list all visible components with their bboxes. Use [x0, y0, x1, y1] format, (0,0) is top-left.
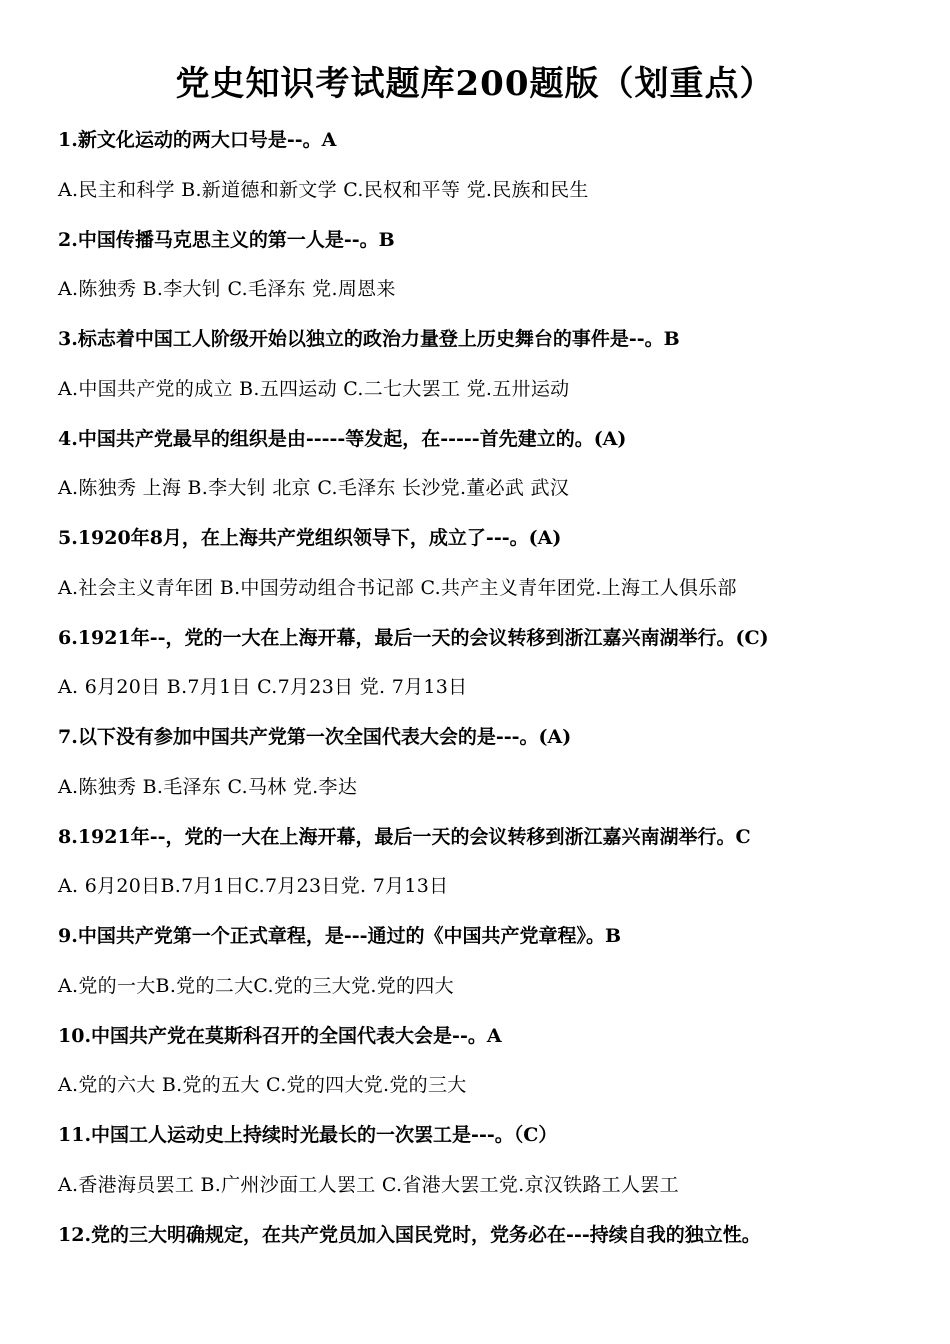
question-item — [58, 419, 938, 519]
question-text: 2.中国传播马克思主义的第一人是--。B — [58, 228, 395, 251]
question-text: 5.1920年8月，在上海共产党组织领导下，成立了---。(A) — [58, 527, 562, 549]
question-item — [58, 817, 938, 917]
question-text: 7.以下没有参加中国共产党第一次全国代表大会的是---。(A) — [58, 726, 572, 748]
question-text: 4.中国共产党最早的组织是由-----等发起，在-----首先建立的。(A) — [58, 427, 627, 450]
question-text: 8.1921年--，党的一大在上海开幕，最后一天的会议转移到浙江嘉兴南湖举行。C — [58, 825, 751, 848]
answer-options: A.香港海员罢工 B.广州沙面工人罢工 C.省港大罢工党.京汉铁路工人罢工 — [58, 1173, 679, 1196]
question-item — [58, 1016, 938, 1116]
question-text: 3.标志着中国工人阶级开始以独立的政治力量登上历史舞台的事件是--。B — [58, 328, 680, 350]
answer-options: A.民主和科学 B.新道德和新文学 C.民权和平等 党.民族和民生 — [58, 178, 589, 201]
question-item — [58, 717, 938, 817]
answer-options: A.党的六大 B.党的五大 C.党的四大党.党的三大 — [58, 1074, 467, 1097]
question-item — [58, 220, 938, 320]
question-item — [58, 518, 938, 618]
answer-options: A.党的一大B.党的二大C.党的三大党.党的四大 — [58, 974, 454, 997]
question-item — [58, 1215, 938, 1315]
answer-options: A. 6月20日B.7月1日C.7月23日党. 7月13日 — [58, 875, 449, 898]
answer-options: A.陈独秀 上海 B.李大钊 北京 C.毛泽东 长沙党.董必武 武汉 — [58, 477, 570, 500]
question-list — [58, 120, 938, 1314]
question-text: 9.中国共产党第一个正式章程，是---通过的《中国共产党章程》。B — [58, 925, 622, 947]
question-text: 6.1921年--，党的一大在上海开幕，最后一天的会议转移到浙江嘉兴南湖举行。(C) — [58, 626, 769, 649]
question-item — [58, 120, 938, 220]
answer-options: A.社会主义青年团 B.中国劳动组合书记部 C.共产主义青年团党.上海工人俱乐部 — [58, 576, 737, 599]
question-text: 10.中国共产党在莫斯科召开的全国代表大会是--。A — [58, 1024, 502, 1047]
answer-options: A. 6月20日 B.7月1日 C.7月23日 党. 7月13日 — [58, 676, 468, 699]
answer-options: A.中国共产党的成立 B.五四运动 C.二七大罢工 党.五卅运动 — [58, 377, 570, 400]
document-title: 党史知识考试题库200题版（划重点） — [175, 64, 775, 104]
answer-options: A.陈独秀 B.李大钊 C.毛泽东 党.周恩来 — [58, 278, 396, 301]
question-text: 11.中国工人运动史上持续时光最长的一次罢工是---。（C） — [58, 1124, 558, 1146]
question-item — [58, 319, 938, 419]
question-text: 1.新文化运动的两大口号是--。A — [58, 129, 337, 151]
question-item — [58, 618, 938, 718]
question-item — [58, 1115, 938, 1215]
answer-options: A.陈独秀 B.毛泽东 C.马林 党.李达 — [58, 775, 358, 798]
question-item — [58, 916, 938, 1016]
question-text: 12.党的三大明确规定，在共产党员加入国民党时，党务必在---持续自我的独立性。 — [58, 1223, 761, 1246]
answer-options — [58, 1264, 938, 1314]
